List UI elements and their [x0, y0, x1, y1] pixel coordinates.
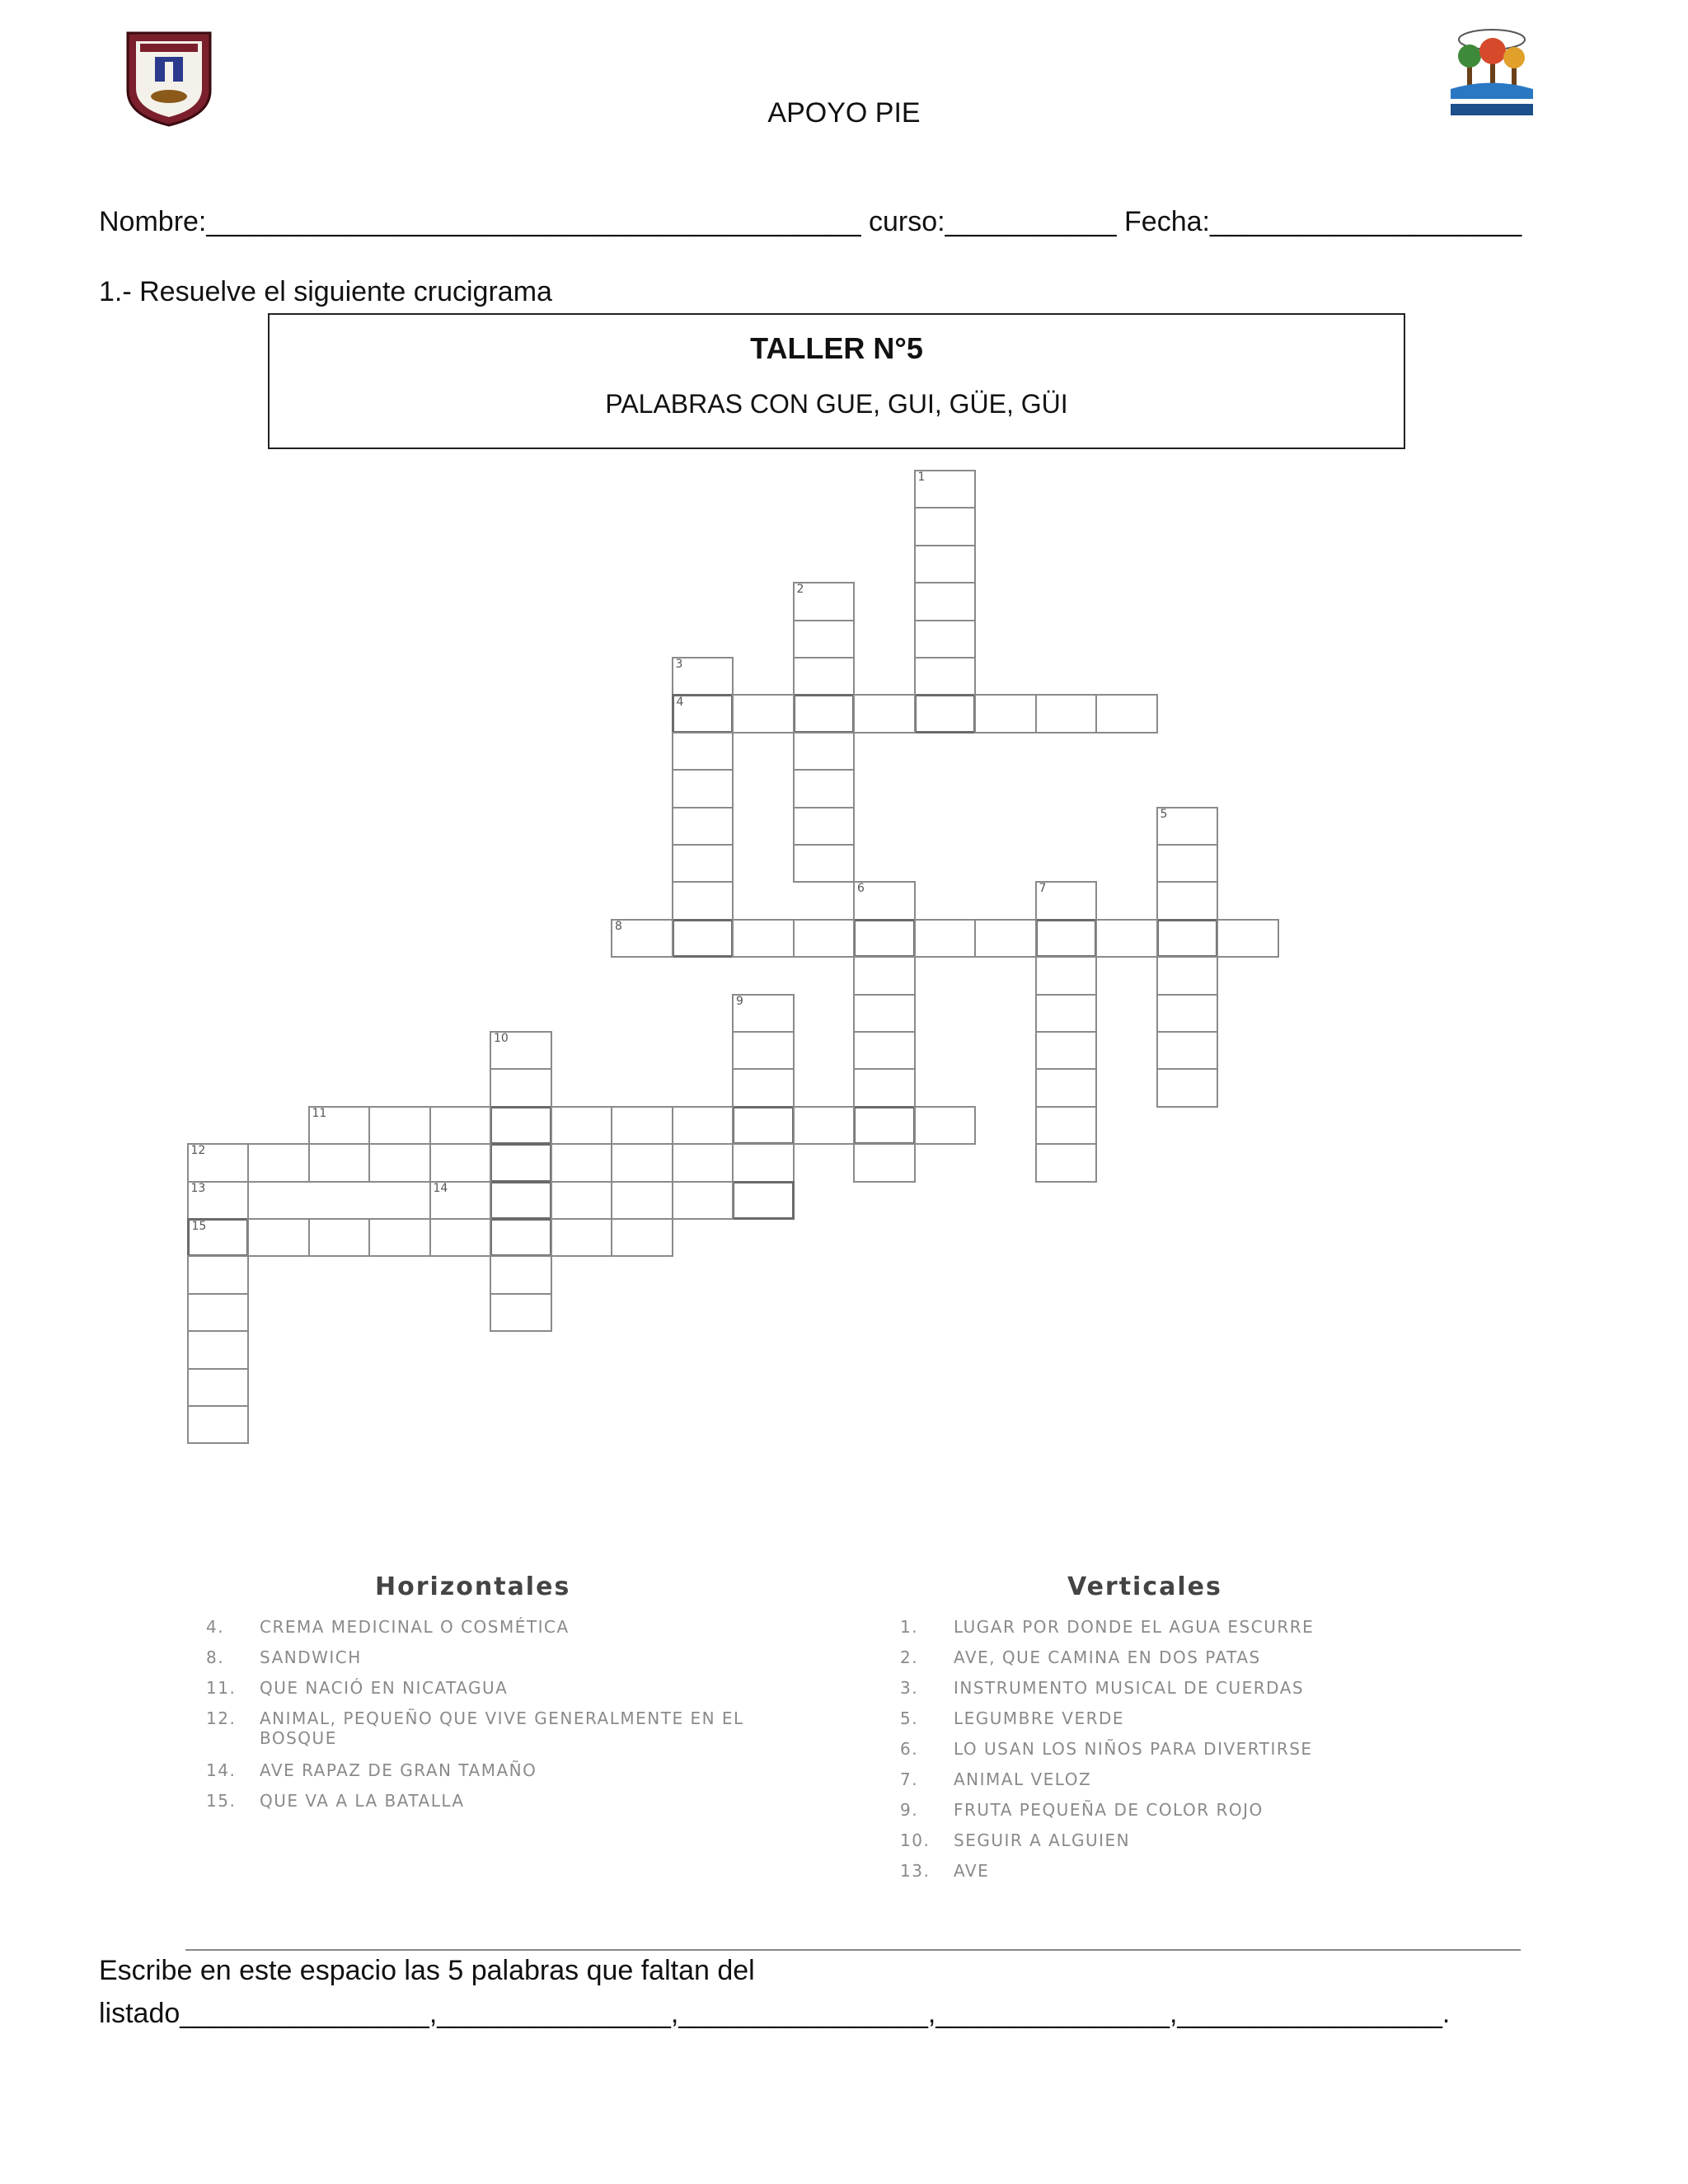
student-fields: Nombre:__________________________________________ curso:___________ Fecha:____________________	[99, 206, 1522, 237]
crossword-cell[interactable]	[1156, 919, 1219, 958]
crossword-cell[interactable]	[490, 1106, 552, 1145]
crossword-cell[interactable]	[429, 1143, 492, 1182]
crossword-cell[interactable]	[247, 1143, 310, 1182]
missing-words-prompt	[99, 1949, 1450, 2035]
crossword-cell[interactable]	[1095, 694, 1158, 733]
crossword-cell[interactable]	[611, 1106, 673, 1145]
crossword-cell[interactable]	[732, 1106, 795, 1145]
crossword-cell[interactable]	[368, 1106, 431, 1145]
crossword-cell[interactable]	[672, 769, 734, 808]
crossword-cell[interactable]	[672, 919, 734, 958]
crossword-cell[interactable]	[853, 1068, 916, 1107]
clue-number: 4	[676, 696, 684, 710]
crossword-cell[interactable]	[187, 1293, 250, 1332]
crossword-cell[interactable]	[672, 732, 734, 771]
clue-number: 5	[1160, 807, 1168, 821]
crossword-cell[interactable]	[308, 1106, 371, 1145]
crossword-cell[interactable]	[1156, 881, 1219, 920]
crossword-cell[interactable]	[914, 657, 977, 696]
crossword-cell[interactable]	[793, 844, 856, 883]
clue-item: 2. AVE, QUE CAMINA EN DOS PATAS	[900, 1647, 1261, 1667]
crossword-cell[interactable]	[732, 1068, 795, 1107]
clue-number: 10	[494, 1032, 509, 1045]
crossword-cell[interactable]	[853, 956, 916, 995]
crossword-cell[interactable]	[551, 1143, 613, 1182]
crossword-cell[interactable]	[793, 769, 856, 808]
clue-number: 2	[796, 583, 804, 597]
crossword-cell[interactable]	[914, 1106, 977, 1145]
crossword-cell[interactable]	[490, 1218, 552, 1257]
crossword-cell[interactable]	[672, 694, 734, 733]
crossword-cell[interactable]	[974, 694, 1037, 733]
clue-number: 14	[433, 1181, 448, 1195]
crossword-cell[interactable]	[247, 1218, 310, 1257]
crossword-cell[interactable]	[853, 1031, 916, 1070]
crossword-cell[interactable]	[368, 1143, 431, 1182]
crossword-cell[interactable]	[308, 1218, 371, 1257]
workshop-title: TALLER N°5	[750, 331, 923, 365]
crossword-cell[interactable]	[914, 545, 977, 583]
instruction-text: 1.- Resuelve el siguiente crucigrama	[99, 276, 552, 307]
crossword-cell[interactable]	[611, 919, 673, 958]
crossword-cell[interactable]	[429, 1218, 492, 1257]
clue-item: 14. AVE RAPAZ DE GRAN TAMAÑO	[206, 1760, 537, 1780]
crossword-cell[interactable]	[490, 1181, 552, 1220]
horizontal-clues-title: Horizontales	[375, 1572, 571, 1601]
crossword-cell[interactable]	[914, 694, 977, 733]
clue-item: 9. FRUTA PEQUEÑA DE COLOR ROJO	[900, 1800, 1264, 1820]
crossword-cell[interactable]	[853, 1106, 916, 1145]
missing-words-line-1: Escribe en este espacio las 5 palabras que faltan del	[99, 1955, 755, 1986]
crossword-cell[interactable]	[732, 919, 795, 958]
missing-words-line-2[interactable]: listado________________,_______________,________________,_______________,_________________.	[99, 1998, 1451, 2029]
clue-item: 11. QUE NACIÓ EN NICATAGUA	[206, 1678, 509, 1698]
crossword-cell[interactable]	[853, 919, 916, 958]
crossword-cell[interactable]	[793, 620, 856, 658]
crossword-cell[interactable]	[429, 1106, 492, 1145]
vertical-clues-title: Verticales	[1067, 1572, 1222, 1601]
crossword-cell[interactable]	[672, 881, 734, 920]
crossword-cell[interactable]	[672, 1106, 734, 1145]
clue-number: 9	[736, 994, 743, 1008]
clue-number: 6	[857, 882, 865, 896]
clue-item: 15. QUE VA A LA BATALLA	[206, 1791, 465, 1811]
clue-item: 3. INSTRUMENTO MUSICAL DE CUERDAS	[900, 1678, 1305, 1698]
clue-number: 15	[191, 1220, 207, 1233]
crossword-cell[interactable]	[187, 1143, 250, 1182]
crossword-cell[interactable]	[611, 1218, 673, 1257]
crossword-cell[interactable]	[914, 470, 977, 509]
crossword-cell[interactable]	[793, 807, 856, 846]
crossword-cell[interactable]	[1035, 1031, 1098, 1070]
crossword-cell[interactable]	[672, 844, 734, 883]
crossword-cell[interactable]	[1156, 956, 1219, 995]
crossword-cell[interactable]	[551, 1218, 613, 1257]
crossword-cell[interactable]	[793, 732, 856, 771]
crossword-cell[interactable]	[672, 657, 734, 696]
crossword-cell[interactable]	[368, 1218, 431, 1257]
crossword-cell[interactable]	[914, 919, 977, 958]
crossword-cell[interactable]	[490, 1143, 552, 1182]
crossword-cell[interactable]	[853, 1143, 916, 1182]
clue-item: 1. LUGAR POR DONDE EL AGUA ESCURRE	[900, 1617, 1315, 1637]
crossword-cell[interactable]	[1156, 1031, 1219, 1070]
crossword-cell[interactable]	[793, 582, 856, 621]
crossword-cell[interactable]	[732, 1031, 795, 1070]
crossword-cell[interactable]	[551, 1181, 613, 1220]
clue-number: 11	[312, 1106, 327, 1120]
crossword-cell[interactable]	[611, 1181, 673, 1220]
crossword-cell[interactable]	[732, 694, 795, 733]
crossword-cell[interactable]	[490, 1031, 552, 1070]
crossword-cell[interactable]	[793, 1106, 856, 1145]
crossword-cell[interactable]	[672, 1181, 734, 1220]
page-title: APOYO PIE	[767, 97, 921, 129]
crossword-cell[interactable]	[914, 507, 977, 546]
clue-number: 3	[675, 658, 683, 671]
clue-number: 7	[1039, 882, 1047, 896]
crossword-cell[interactable]	[187, 1181, 250, 1220]
crossword-cell[interactable]	[914, 582, 977, 621]
crossword-cell[interactable]	[611, 1143, 673, 1182]
crossword-cell[interactable]	[793, 657, 856, 696]
crossword-cell[interactable]	[1095, 919, 1158, 958]
crossword-cell[interactable]	[974, 919, 1037, 958]
crossword-cell[interactable]	[1035, 694, 1098, 733]
crossword-cell[interactable]	[732, 994, 795, 1033]
crossword-cell[interactable]	[187, 1368, 250, 1407]
crossword-cell[interactable]	[914, 620, 977, 658]
crossword-cell[interactable]	[1156, 994, 1219, 1033]
crossword-cell[interactable]	[853, 994, 916, 1033]
crossword-cell[interactable]	[1156, 807, 1219, 846]
crossword-cell[interactable]	[853, 694, 916, 733]
clue-number: 8	[615, 919, 622, 933]
crossword-cell[interactable]	[1035, 919, 1098, 958]
clue-number: 13	[190, 1181, 206, 1195]
title-box	[268, 313, 1405, 449]
crossword-cell[interactable]	[1156, 1068, 1219, 1107]
crossword-cell[interactable]	[793, 694, 856, 733]
clue-item: 5. LEGUMBRE VERDE	[900, 1708, 1125, 1728]
clue-item: 4. CREMA MEDICINAL O COSMÉTICA	[206, 1617, 570, 1637]
crossword-cell[interactable]	[793, 919, 856, 958]
crossword-cell[interactable]	[672, 807, 734, 846]
crossword-cell[interactable]	[490, 1068, 552, 1107]
crossword-cell[interactable]	[490, 1293, 552, 1332]
clue-number: 1	[917, 471, 926, 484]
crossword-cell[interactable]	[1035, 956, 1098, 995]
crossword-cell[interactable]	[187, 1255, 250, 1294]
clue-item: 13. AVE	[900, 1861, 990, 1881]
crossword-cell[interactable]	[187, 1330, 250, 1369]
crossword-cell[interactable]	[490, 1255, 552, 1294]
clue-item: 7. ANIMAL VELOZ	[900, 1769, 1092, 1789]
crossword-cell[interactable]	[308, 1143, 371, 1182]
crossword-cell[interactable]	[187, 1218, 250, 1257]
clue-item: 6. LO USAN LOS NIÑOS PARA DIVERTIRSE	[900, 1739, 1313, 1759]
crossword-cell[interactable]	[1156, 844, 1219, 883]
clue-item: 12. ANIMAL, PEQUEÑO QUE VIVE GENERALMENTE EN EL BOSQUE	[206, 1708, 744, 1748]
crossword-cell[interactable]	[551, 1106, 613, 1145]
crossword-cell[interactable]	[429, 1181, 492, 1220]
crossword-cell[interactable]	[1035, 881, 1098, 920]
crossword-cell[interactable]	[1035, 1106, 1098, 1145]
crossword-cell[interactable]	[1035, 1068, 1098, 1107]
workshop-subtitle: PALABRAS CON GUE, GUI, GÜE, GÜI	[605, 389, 1068, 419]
crossword-cell[interactable]	[187, 1405, 250, 1444]
clue-item: 8. SANDWICH	[206, 1647, 362, 1667]
clue-number: 12	[190, 1144, 206, 1158]
crossword-cell[interactable]	[1217, 919, 1279, 958]
crossword-cell[interactable]	[732, 1143, 795, 1182]
clue-item: 10. SEGUIR A ALGUIEN	[900, 1830, 1131, 1850]
crossword-cell[interactable]	[732, 1181, 795, 1220]
crossword-cell[interactable]	[1035, 994, 1098, 1033]
crossword-cell[interactable]	[853, 881, 916, 920]
crossword-cell[interactable]	[1035, 1143, 1098, 1182]
crossword-cell[interactable]	[672, 1143, 734, 1182]
